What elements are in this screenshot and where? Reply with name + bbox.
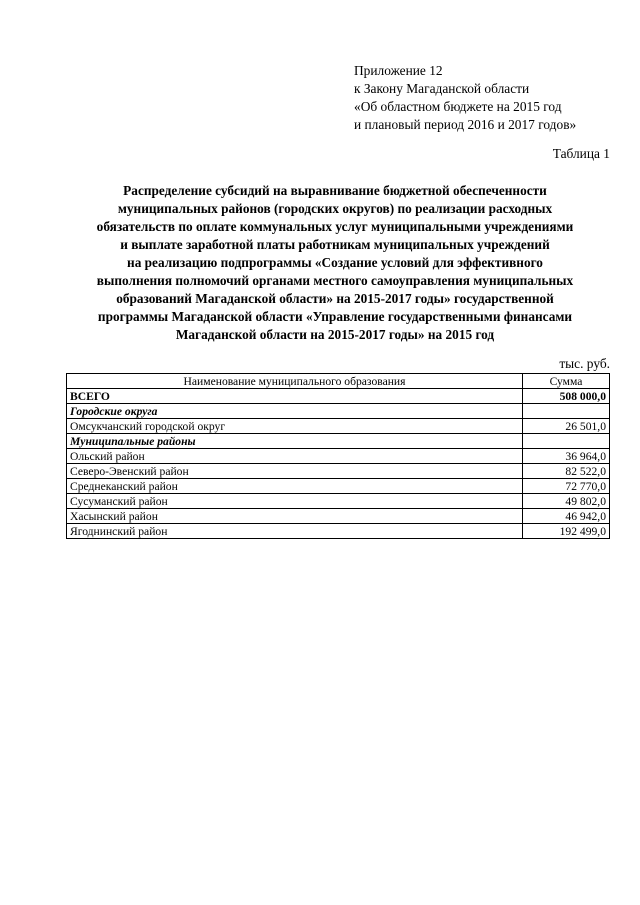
appendix-line: «Об областном бюджете на 2015 год bbox=[354, 99, 562, 114]
title-line: на реализацию подпрограммы «Создание условий для эффективного bbox=[127, 255, 543, 270]
row-amount: 46 942,0 bbox=[523, 509, 610, 524]
title-line: Магаданской области на 2015-2017 годы» на 2015 год bbox=[175, 327, 495, 342]
group-label: Муниципальные районы bbox=[67, 434, 523, 449]
appendix-line: и плановый период 2016 и 2017 годов» bbox=[354, 117, 577, 132]
group-label: Городские округа bbox=[67, 404, 523, 419]
title-line: Распределение субсидий на выравнивание бюджетной обеспеченности bbox=[123, 183, 547, 198]
table-row bbox=[67, 509, 610, 524]
table-row bbox=[67, 464, 610, 479]
row-name: Ягоднинский район bbox=[67, 524, 523, 539]
group-amount-empty bbox=[523, 404, 610, 419]
total-amount: 508 000,0 bbox=[523, 389, 610, 404]
title-line: муниципальных районов (городских округов) по реализации расходных bbox=[117, 201, 553, 216]
table-row bbox=[67, 479, 610, 494]
header-name: Наименование муниципального образования bbox=[67, 374, 523, 389]
group-amount-empty bbox=[523, 434, 610, 449]
title-line: и выплате заработной платы работникам муниципальных учреждений bbox=[120, 237, 550, 252]
row-amount: 192 499,0 bbox=[523, 524, 610, 539]
row-name: Ольский район bbox=[67, 449, 523, 464]
row-name: Северо-Эвенский район bbox=[67, 464, 523, 479]
unit-label: тыс. руб. bbox=[559, 356, 610, 371]
table-row bbox=[67, 494, 610, 509]
row-name: Хасынский район bbox=[67, 509, 523, 524]
appendix-line: Приложение 12 bbox=[354, 63, 443, 78]
table-row bbox=[67, 419, 610, 434]
title-line: программы Магаданской области «Управление государственными финансами bbox=[97, 309, 573, 324]
row-amount: 36 964,0 bbox=[523, 449, 610, 464]
title-line: выполнения полномочий органами местного самоуправления муниципальных bbox=[96, 273, 574, 288]
row-name: Среднеканский район bbox=[67, 479, 523, 494]
table-header-row bbox=[67, 374, 610, 389]
table-row bbox=[67, 449, 610, 464]
title-line: образований Магаданской области» на 2015-2017 годы» государственной bbox=[116, 291, 554, 306]
appendix-header bbox=[354, 62, 576, 134]
row-amount: 49 802,0 bbox=[523, 494, 610, 509]
group-row bbox=[67, 434, 610, 449]
row-name: Сусуманский район bbox=[67, 494, 523, 509]
row-name: Омсукчанский городской округ bbox=[67, 419, 523, 434]
row-amount: 82 522,0 bbox=[523, 464, 610, 479]
table-row bbox=[67, 524, 610, 539]
row-amount: 26 501,0 bbox=[523, 419, 610, 434]
appendix-line: к Закону Магаданской области bbox=[354, 81, 530, 96]
total-label: ВСЕГО bbox=[67, 389, 523, 404]
subsidies-table bbox=[66, 373, 610, 539]
row-amount: 72 770,0 bbox=[523, 479, 610, 494]
group-row bbox=[67, 404, 610, 419]
header-amount: Сумма bbox=[523, 374, 610, 389]
document-title bbox=[40, 182, 630, 344]
title-line: обязательств по оплате коммунальных услуг муниципальными учреждениями bbox=[96, 219, 574, 234]
table-number: Таблица 1 bbox=[552, 146, 610, 161]
total-row bbox=[67, 389, 610, 404]
